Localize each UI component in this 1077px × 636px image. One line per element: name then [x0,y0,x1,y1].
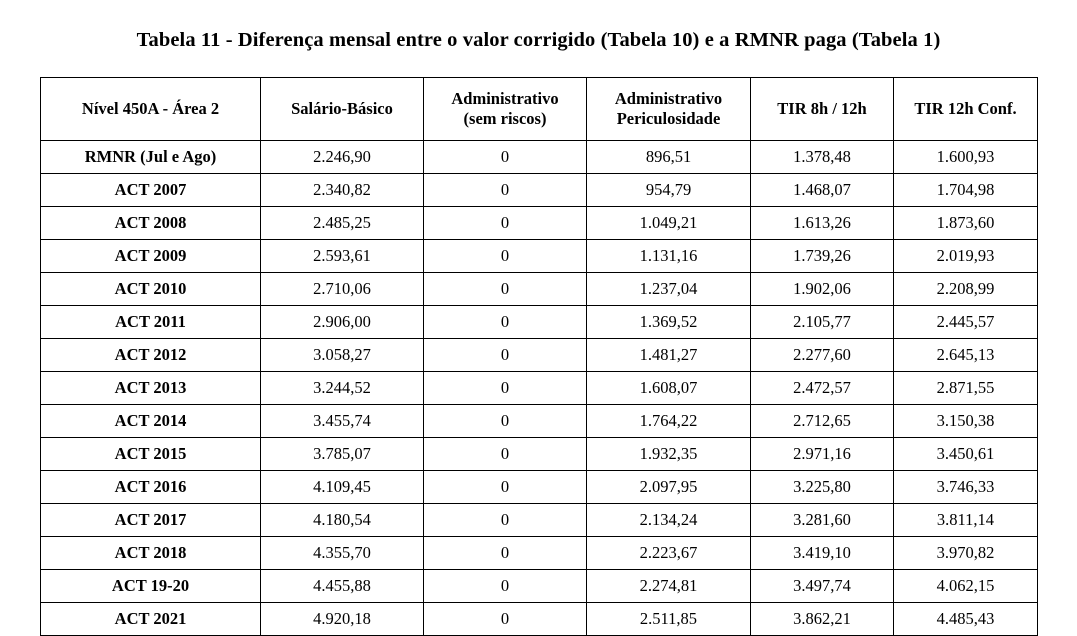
table-cell: 2.710,06 [261,272,424,305]
table-cell: 2.246,90 [261,140,424,173]
table-cell: 1.378,48 [751,140,894,173]
table-cell: 1.902,06 [751,272,894,305]
table-cell: 4.180,54 [261,503,424,536]
row-label-cell: ACT 2013 [41,371,261,404]
table-cell: 0 [424,206,587,239]
table-cell: 4.062,15 [894,569,1038,602]
table-cell: 3.862,21 [751,602,894,635]
table-cell: 4.109,45 [261,470,424,503]
comparison-table [40,77,1038,636]
column-header-line: Salário-Básico [291,98,393,118]
table-body [41,140,1038,635]
row-label-cell: ACT 2015 [41,437,261,470]
table-cell: 0 [424,536,587,569]
table-row [41,173,1038,206]
row-label-cell: ACT 2021 [41,602,261,635]
table-cell: 1.481,27 [587,338,751,371]
column-header-2 [424,77,587,140]
table-cell: 1.704,98 [894,173,1038,206]
row-label-cell: ACT 2012 [41,338,261,371]
table-cell: 0 [424,503,587,536]
table-cell: 0 [424,404,587,437]
column-header-line: Nível 450A - Área 2 [81,98,220,118]
table-row [41,404,1038,437]
table-cell: 3.450,61 [894,437,1038,470]
table-cell: 0 [424,602,587,635]
row-label-cell: ACT 2009 [41,239,261,272]
table-cell: 3.058,27 [261,338,424,371]
table-row [41,206,1038,239]
table-cell: 3.419,10 [751,536,894,569]
table-cell: 2.593,61 [261,239,424,272]
table-cell: 1.369,52 [587,305,751,338]
table-cell: 3.244,52 [261,371,424,404]
table-cell: 2.274,81 [587,569,751,602]
table-cell: 1.131,16 [587,239,751,272]
column-header-4 [751,77,894,140]
row-label-cell: ACT 2010 [41,272,261,305]
table-cell: 3.746,33 [894,470,1038,503]
row-label-cell: ACT 2007 [41,173,261,206]
table-row [41,503,1038,536]
row-label-cell: ACT 19-20 [41,569,261,602]
column-header-line: TIR 12h Conf. [914,98,1017,118]
table-cell: 1.873,60 [894,206,1038,239]
table-cell: 0 [424,470,587,503]
table-cell: 2.134,24 [587,503,751,536]
table-cell: 0 [424,140,587,173]
row-label-cell: ACT 2018 [41,536,261,569]
table-cell: 3.150,38 [894,404,1038,437]
row-label-cell: RMNR (Jul e Ago) [41,140,261,173]
table-cell: 2.019,93 [894,239,1038,272]
row-label-cell: ACT 2008 [41,206,261,239]
row-label-cell: ACT 2017 [41,503,261,536]
table-cell: 2.906,00 [261,305,424,338]
table-row [41,338,1038,371]
table-cell: 3.455,74 [261,404,424,437]
table-cell: 2.277,60 [751,338,894,371]
table-cell: 0 [424,569,587,602]
table-cell: 1.049,21 [587,206,751,239]
table-cell: 2.097,95 [587,470,751,503]
table-row [41,602,1038,635]
table-cell: 1.764,22 [587,404,751,437]
column-header-line: Periculosidade [616,108,721,128]
table-cell: 1.739,26 [751,239,894,272]
table-row [41,569,1038,602]
table-cell: 2.340,82 [261,173,424,206]
column-header-line: TIR 8h / 12h [777,98,867,118]
table-cell: 4.455,88 [261,569,424,602]
table-cell: 4.485,43 [894,602,1038,635]
table-row [41,272,1038,305]
table-row [41,437,1038,470]
table-cell: 896,51 [587,140,751,173]
column-header-3 [587,77,751,140]
table-cell: 2.871,55 [894,371,1038,404]
column-header-1 [261,77,424,140]
column-header-line: (sem riscos) [463,108,547,128]
table-cell: 3.785,07 [261,437,424,470]
table-row [41,140,1038,173]
table-cell: 2.712,65 [751,404,894,437]
table-cell: 1.600,93 [894,140,1038,173]
row-label-cell: ACT 2016 [41,470,261,503]
page-title: Tabela 11 - Diferença mensal entre o valor corrigido (Tabela 10) e a RMNR paga (Tabela 1) [136,29,941,51]
table-cell: 0 [424,338,587,371]
column-header-line: Administrativo [614,89,723,109]
table-cell: 2.223,67 [587,536,751,569]
table-cell: 1.613,26 [751,206,894,239]
table-cell: 2.511,85 [587,602,751,635]
table-cell: 0 [424,371,587,404]
row-label-cell: ACT 2011 [41,305,261,338]
table-cell: 2.645,13 [894,338,1038,371]
table-cell: 0 [424,239,587,272]
table-cell: 3.811,14 [894,503,1038,536]
table-cell: 0 [424,437,587,470]
table-cell: 3.497,74 [751,569,894,602]
table-header [41,77,1038,140]
table-row [41,536,1038,569]
table-row [41,305,1038,338]
table-cell: 2.208,99 [894,272,1038,305]
table-cell: 2.445,57 [894,305,1038,338]
table-cell: 1.237,04 [587,272,751,305]
table-cell: 2.472,57 [751,371,894,404]
table-header-row [41,77,1038,140]
column-header-line: Administrativo [451,89,559,109]
table-cell: 3.225,80 [751,470,894,503]
column-header-0 [41,77,261,140]
table-cell: 0 [424,305,587,338]
table-cell: 2.105,77 [751,305,894,338]
table-container [0,53,1077,636]
table-cell: 0 [424,272,587,305]
table-cell: 3.281,60 [751,503,894,536]
table-cell: 954,79 [587,173,751,206]
table-cell: 3.970,82 [894,536,1038,569]
column-header-5 [894,77,1038,140]
table-cell: 2.485,25 [261,206,424,239]
table-cell: 1.468,07 [751,173,894,206]
table-cell: 2.971,16 [751,437,894,470]
row-label-cell: ACT 2014 [41,404,261,437]
table-cell: 0 [424,173,587,206]
table-row [41,371,1038,404]
table-row [41,239,1038,272]
table-cell: 1.608,07 [587,371,751,404]
table-row [41,470,1038,503]
table-cell: 4.920,18 [261,602,424,635]
table-cell: 1.932,35 [587,437,751,470]
table-cell: 4.355,70 [261,536,424,569]
